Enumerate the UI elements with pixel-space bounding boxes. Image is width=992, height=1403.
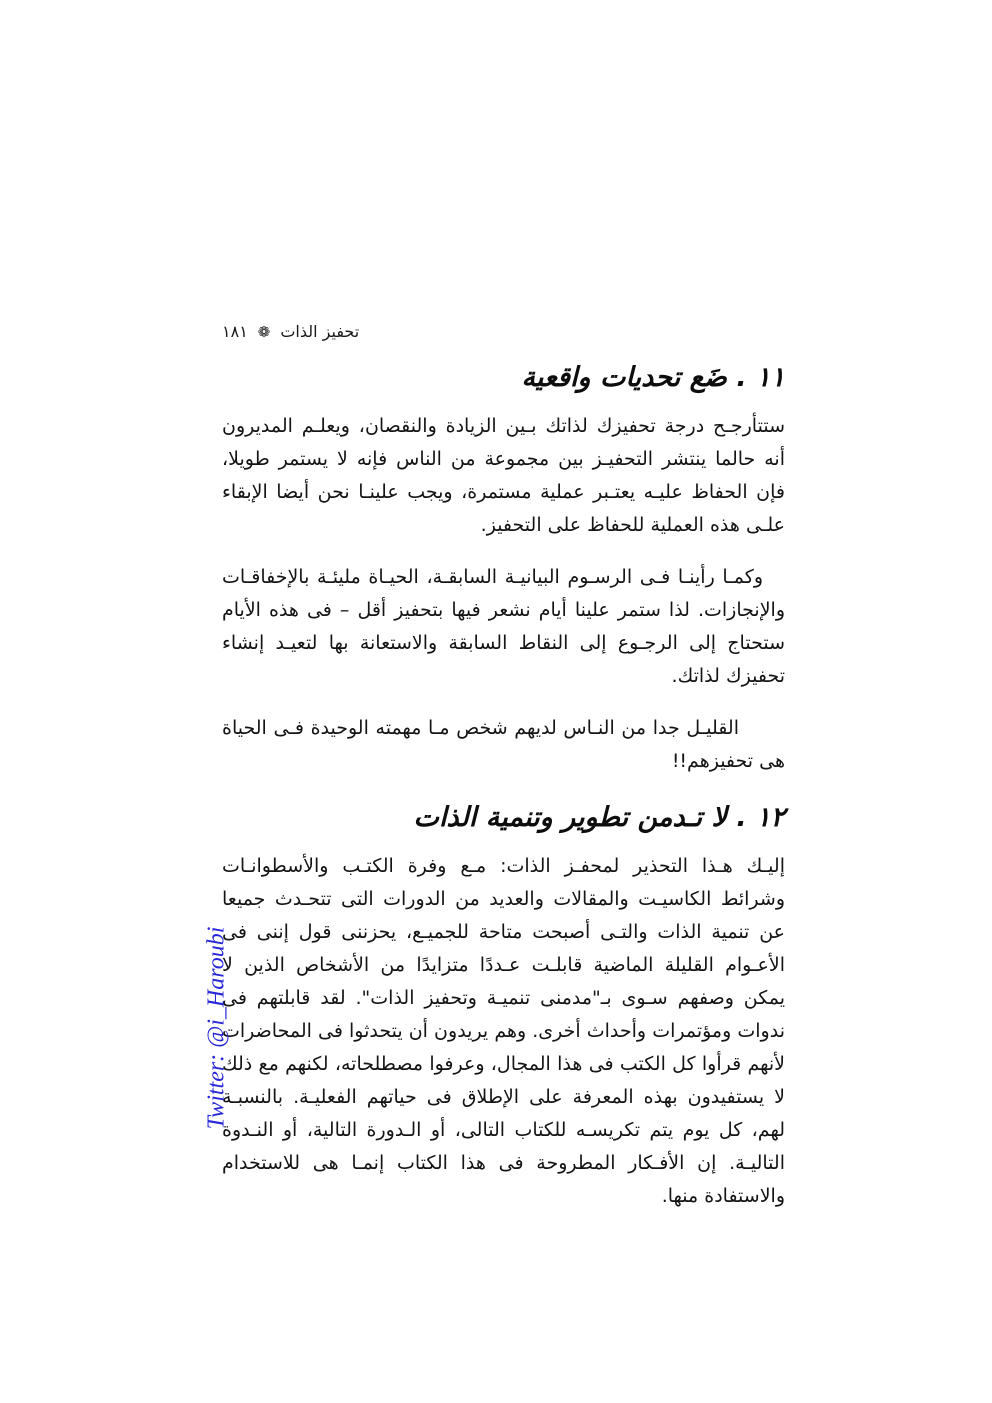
- ornament-icon: ❁: [257, 323, 271, 341]
- paragraph: ستتأرجـح درجة تحفيزك لذاتك بـين الزيادة والنقصان، ويعلـم المديرون أنه حالما ينتشر التحفيـز بين مجموعة من الناس فإنه لا يستمر طويلا، فإن الحفاظ عليـه يعتـبر عملية مستمرة، ويجب علينـا نحن أيضا الإبقاء علـى هذه العملية للحفاظ على التحفيز.: [222, 415, 785, 536]
- running-header-title: تحفيز الذات: [280, 322, 360, 341]
- section-heading-12: ١٢ . لا تـدمن تطوير وتنمية الذات: [413, 802, 785, 833]
- page-number: ١٨١: [222, 322, 248, 341]
- paragraph: وكمـا رأينـا فـى الرسـوم البيانيـة السابقـة، الحيـاة مليئـة بالإخفاقـات والإنجازات. لذا ستمر علينا أيام نشعر فيها بتحفيز أقل – فى هذه الأيام ستحتاج إلى الرجـوع إلى النقاط السابقة والاستعانة بها لتعيـد إنشاء تحفيزك لذاتك.: [222, 566, 785, 687]
- running-header: [222, 320, 785, 344]
- paragraph: القليـل جدا من النـاس لديهم شخص مـا مهمته الوحيدة فـى الحياة هى تحفيزهم!!: [222, 717, 785, 772]
- twitter-watermark: Twitter: @i_Haroubi: [203, 926, 230, 1130]
- text-column: [222, 320, 785, 1232]
- paragraph: إليـك هـذا التحذير لمحفـز الذات: مـع وفرة الكتـب والأسطوانـات وشرائط الكاسيـت والمقالات والعديد من الدورات التى تتحـدث جميعا عن تنمية الذات والتـى أصبحت متاحة للجميـع، يحزننى قول إننى فى الأعـوام القليلة الماضية قابلـت عـددًا متزايدًا من الأشخاص الذين لا يمكن وصفهم سـوى بـ"مدمنى تنميـة وتحفيز الذات". لقد قابلتهم فى ندوات ومؤتمرات وأحداث أخرى. وهم يريدون أن يتحدثوا فى المحاضرات لأنهم قرأوا كل الكتب فى هذا المجال، وعرفوا مصطلحاته، لكنهم مع ذلك لا يستفيدون بهذه المعرفة على الإطلاق فى حياتهم الفعليـة. بالنسبـة لهم، كل يوم يتم تكريسـه للكتاب التالى، أو الـدورة التالية، أو النـدوة التاليـة. إن الأفـكار المطروحة فى هذا الكتاب إنمـا هى للاستخدام والاستفادة منها.: [222, 855, 785, 1207]
- section-heading-11: ١١ . ضَع تحديات واقعية: [521, 362, 785, 393]
